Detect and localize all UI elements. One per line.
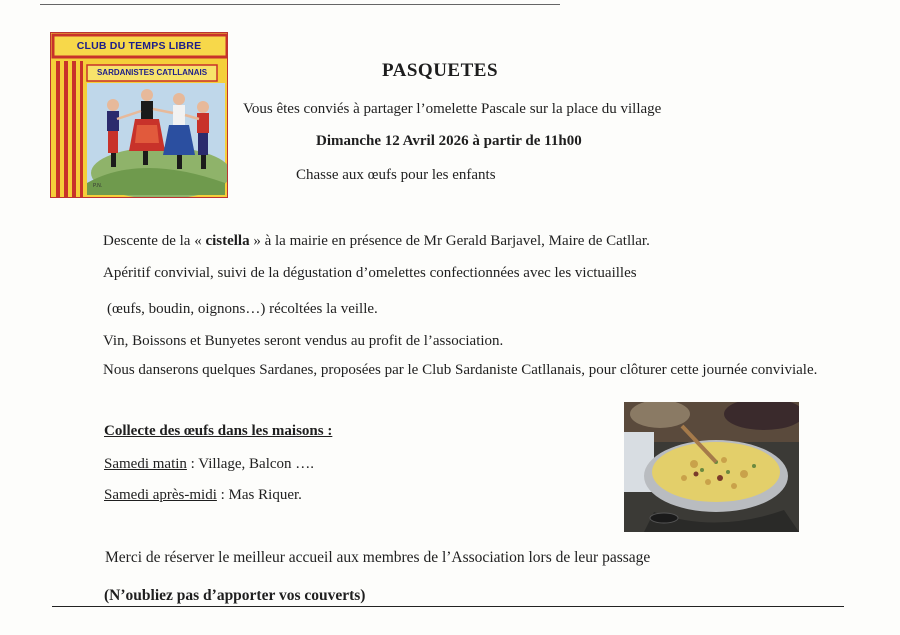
omelette-photo	[624, 402, 799, 532]
cutlery-reminder: (N’oubliez pas d’apporter vos couverts)	[104, 587, 366, 604]
collection-heading: Collecte des œufs dans les maisons :	[104, 423, 333, 439]
saturday-afternoon-value: : Mas Riquer.	[216, 487, 302, 503]
logo-club-name: CLUB DU TEMPS LIBRE	[76, 40, 202, 52]
paragraph-sardanes: Nous danserons quelques Sardanes, proposées par le Club Sardaniste Catllanais, pour clôturer cette journée conviviale.	[103, 362, 818, 378]
invitation-text: Vous êtes conviés à partager l’omelette Pascale sur la place du village	[243, 101, 662, 117]
event-date: Dimanche 12 Avril 2026 à partir de 11h00	[316, 133, 582, 149]
thanks-text: Merci de réserver le meilleur accueil aux membres de l’Association lors de leur passage	[105, 549, 651, 566]
page-title: PASQUETES	[381, 60, 499, 81]
saturday-afternoon	[104, 485, 302, 505]
saturday-morning-value: : Village, Balcon ….	[186, 456, 315, 472]
p1-cistella: cistella	[205, 233, 250, 249]
sardana-dancers-logo-icon	[51, 33, 228, 198]
top-divider	[40, 4, 560, 5]
logo-initials: P.N.	[93, 183, 103, 189]
omelette-pan-photo-icon	[624, 402, 799, 532]
paragraph-ingredients: (œufs, boudin, oignons…) récoltées la veille.	[107, 301, 378, 317]
logo-subtitle: SARDANISTES CATLLANAIS	[96, 68, 208, 77]
saturday-morning	[104, 454, 314, 474]
kids-activity: Chasse aux œufs pour les enfants	[296, 167, 496, 183]
paragraph-aperitif: Apéritif convivial, suivi de la dégustation d’omelettes confectionnées avec les victuailles	[103, 265, 637, 281]
saturday-afternoon-label: Samedi après-midi	[104, 487, 217, 503]
paragraph-drinks: Vin, Boissons et Bunyetes seront vendus au profit de l’association.	[103, 333, 504, 349]
saturday-morning-label: Samedi matin	[104, 456, 187, 472]
club-logo	[50, 32, 228, 198]
p1-pre: Descente de la «	[103, 233, 206, 249]
p1-post: » à la mairie en présence de Mr Gerald Barjavel, Maire de Catllar.	[249, 233, 650, 249]
bottom-divider	[52, 606, 844, 607]
paragraph-cistella	[103, 231, 650, 251]
